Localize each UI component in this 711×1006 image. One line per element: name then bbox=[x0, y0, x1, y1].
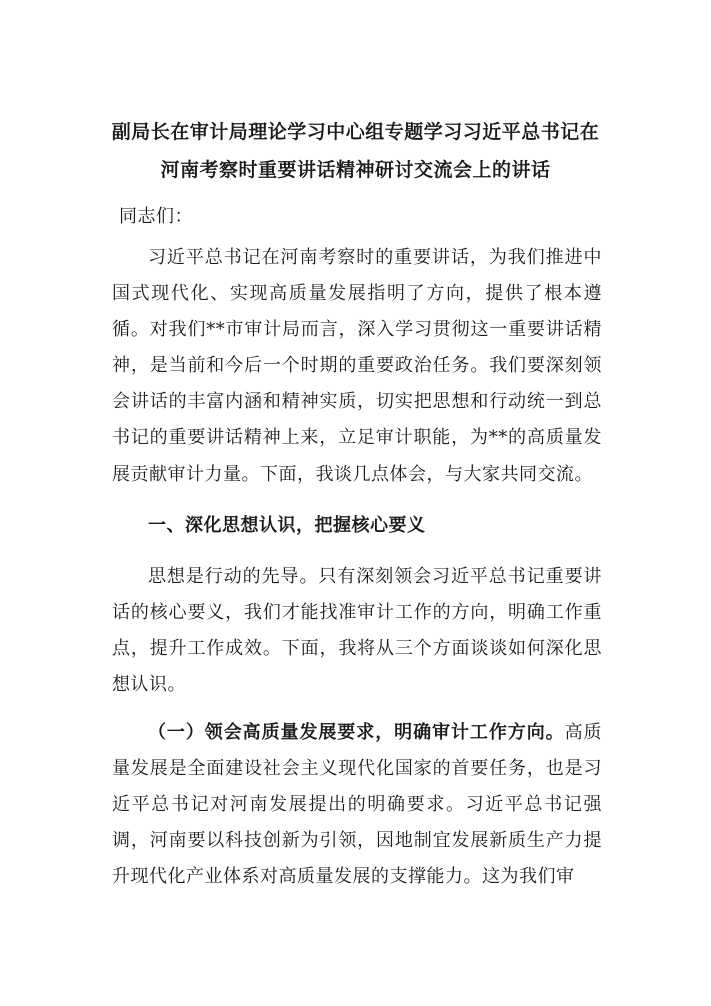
paragraph-section-1: 思想是行动的先导。只有深刻领会习近平总书记重要讲话的核心要义，我们才能找准审计工作的方向，明确工作重点，提升工作成效。下面，我将从三个方面谈谈如何深化思想认识。 bbox=[112, 566, 602, 696]
paragraph-subsection-1 bbox=[112, 715, 602, 895]
paragraph-intro: 习近平总书记在河南考察时的重要讲话，为我们推进中国式现代化、实现高质量发展指明了方向，提供了根本遵循。对我们**市审计局而言，深入学习贯彻这一重要讲话精神，是当前和今后一个时期的重要政治任务。我们要深刻领会讲话的丰富内涵和精神实质，切实把思想和行动统一到总书记的重要讲话精神上来，立足审计职能，为**的高质量发展贡献审计力量。下面，我谈几点体会，与大家共同交流。 bbox=[112, 247, 602, 485]
section-heading-1: 一、深化思想认识，把握核心要义 bbox=[148, 515, 426, 536]
greeting: 同志们： bbox=[119, 206, 193, 227]
subsection-lead: （一）领会高质量发展要求，明确审计工作方向。 bbox=[148, 722, 565, 743]
document-title-line-2: 河南考察时重要讲话精神研讨交流会上的讲话 bbox=[160, 159, 551, 181]
document-title-line-1: 副局长在审计局理论学习中心组专题学习习近平总书记在 bbox=[111, 121, 600, 143]
subsection-body: 高质量发展是全面建设社会主义现代化国家的首要任务，也是习近平总书记对河南发展提出的明确要求。习近平总书记强调，河南要以科技创新为引领，因地制宜发展新质生产力提升现代化产业体系对高质量发展的支撑能力。这为我们审 bbox=[112, 722, 603, 888]
